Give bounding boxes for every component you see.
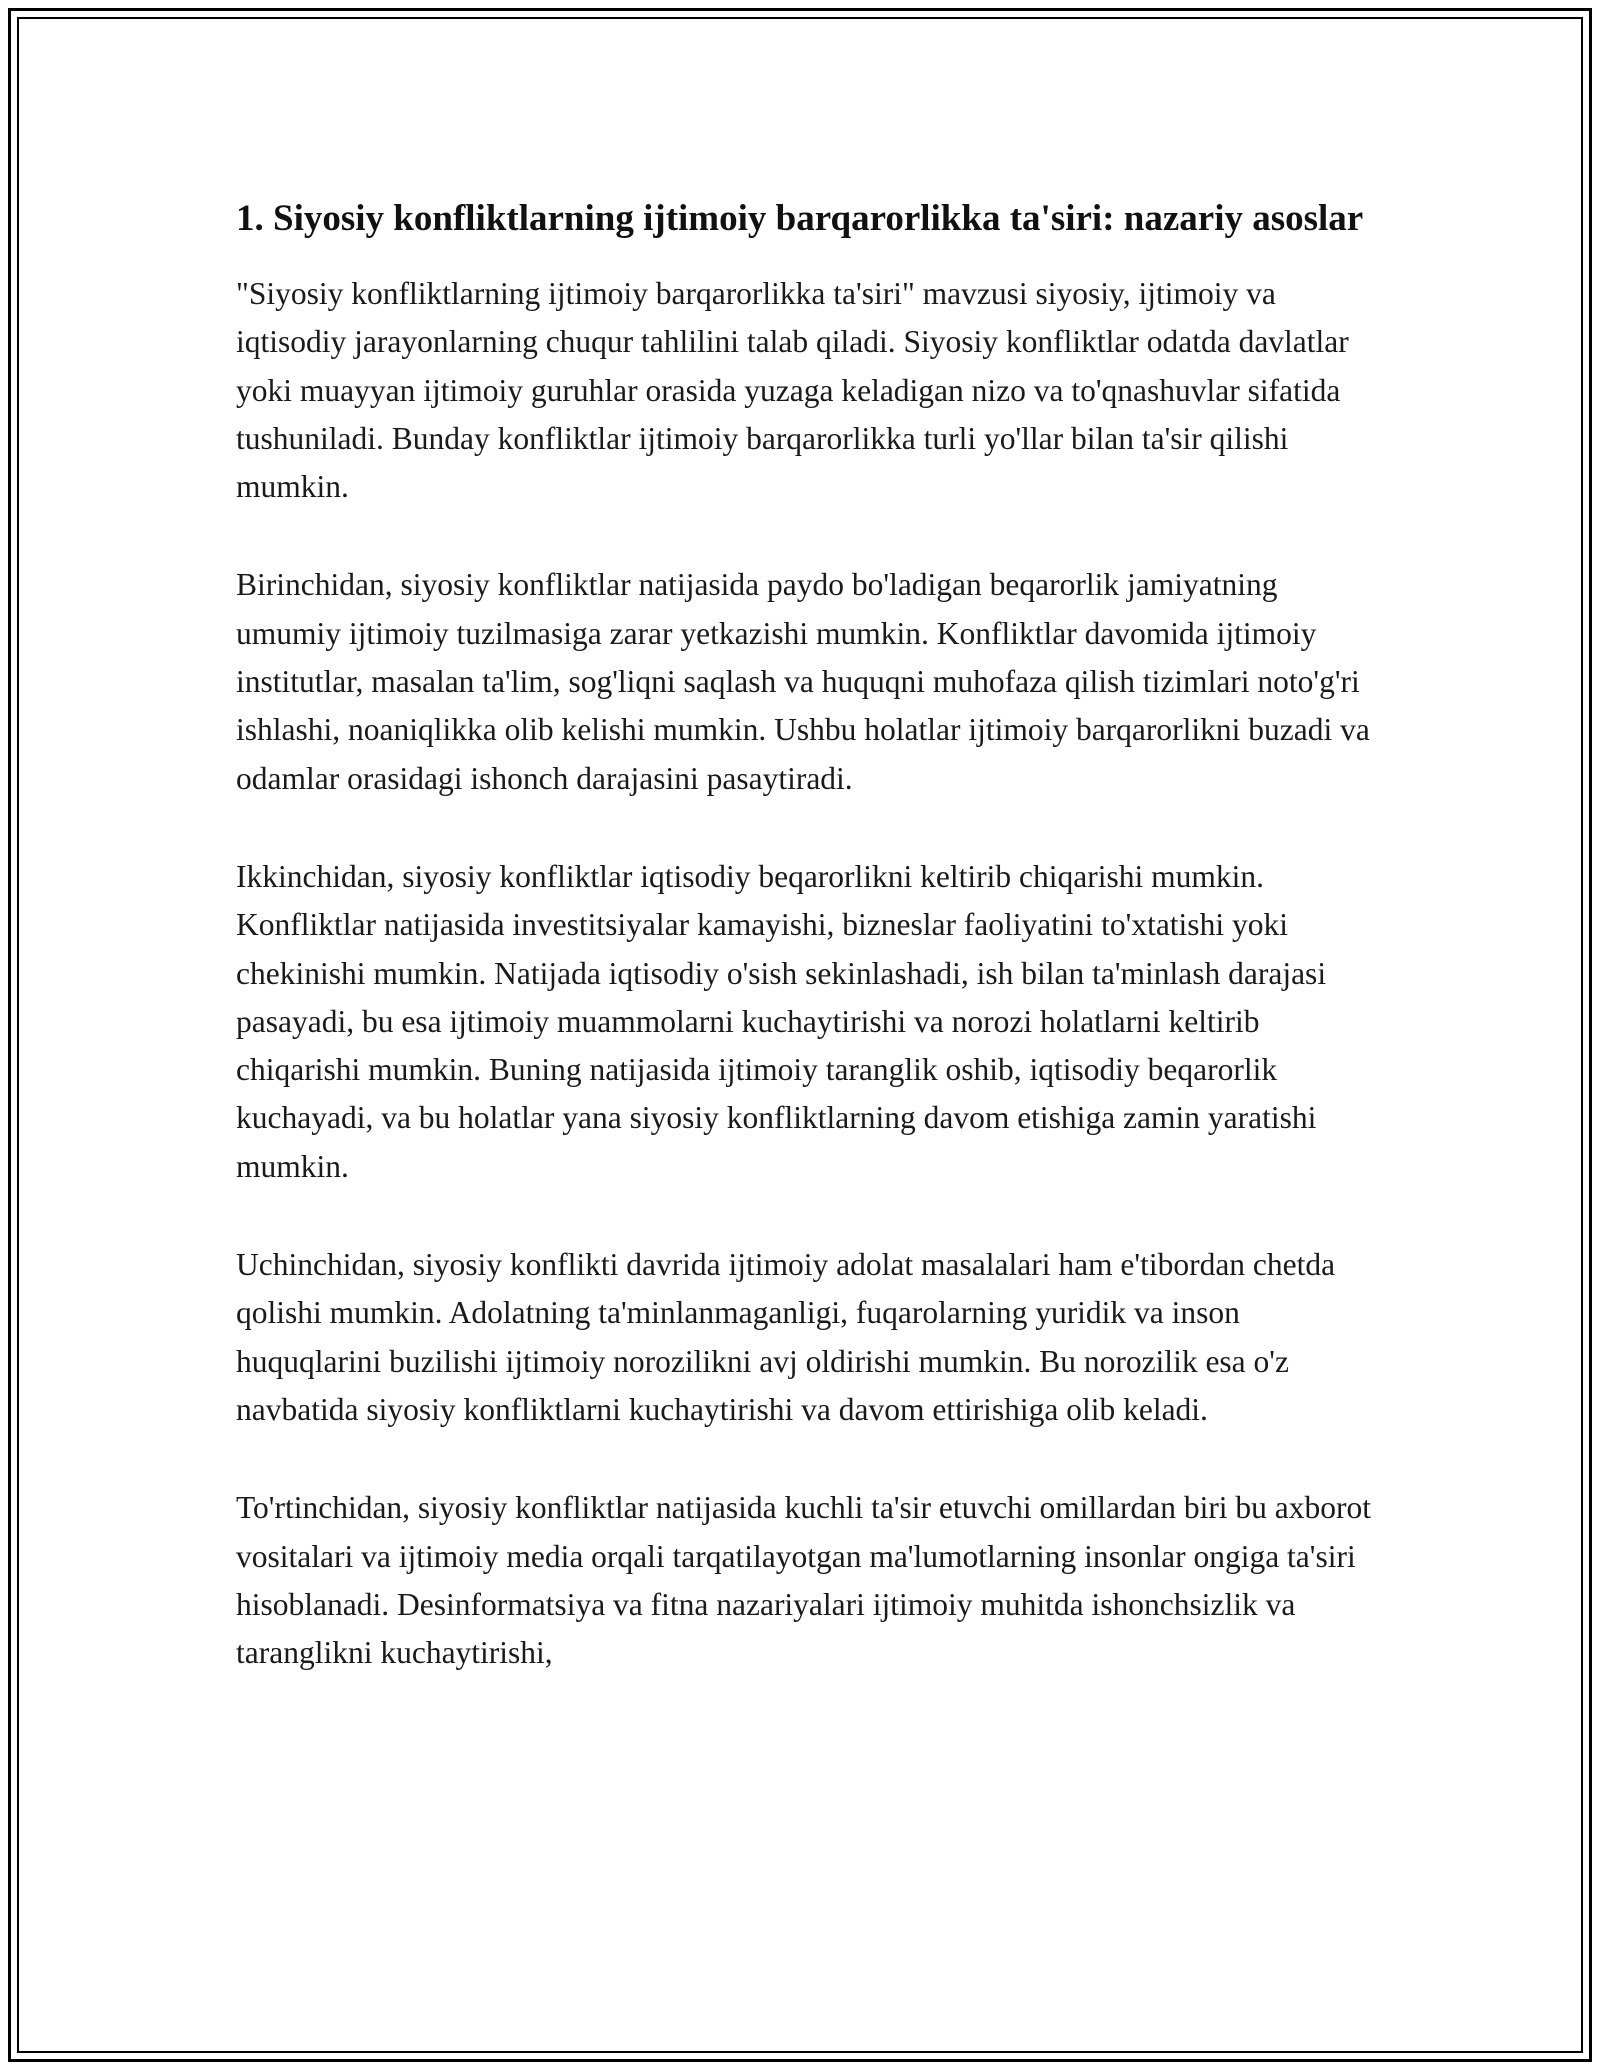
- paragraph-second-point: Ikkinchidan, siyosiy konfliktlar iqtisodiy beqarorlikni keltirib chiqarishi mumkin. Konfliktlar natijasida investitsiyalar kamayishi, bizneslar faoliyatini to'xtatishi yoki chekinishi mumkin. Natijada iqtisodiy o'sish sekinlashadi, ish bilan ta'minlash darajasi pasayadi, bu esa ijtimoiy muammolarni kuchaytirishi va norozi holatlarni keltirib chiqarishi mumkin. Buning natijasida ijtimoiy taranglik oshib, iqtisodiy beqarorlik kuchayadi, va bu holatlar yana siyosiy konfliktlarning davom etishiga zamin yaratishi mumkin.: [236, 858, 1327, 1184]
- paragraph-third-point: Uchinchidan, siyosiy konflikti davrida ijtimoiy adolat masalalari ham e'tibordan chetda qolishi mumkin. Adolatning ta'minlanmaganligi, fuqarolarning yuridik va inson huquqlarini buzilishi ijtimoiy norozilikni avj oldirishi mumkin. Bu norozilik esa o'z navbatida siyosiy konfliktlarni kuchaytirishi va davom ettirishiga olib keladi.: [236, 1247, 1336, 1427]
- paragraph-intro: "Siyosiy konfliktlarning ijtimoiy barqarorlikka ta'siri" mavzusi siyosiy, ijtimoiy va iqtisodiy jarayonlarning chuqur tahlilini talab qiladi. Siyosiy konfliktlar odatda davlatlar yoki muayyan ijtimoiy guruhlar orasida yuzaga keladigan nizo va to'qnashuvlar sifatida tushuniladi. Bunday konfliktlar ijtimoiy barqarorlikka turli yo'llar bilan ta'sir qilishi mumkin.: [236, 276, 1349, 505]
- section-heading: 1. Siyosiy konfliktlarning ijtimoiy barqarorlikka ta'siri: nazariy asoslar: [236, 198, 1364, 239]
- document-body: [236, 192, 1376, 1677]
- paragraph-fourth-point: To'rtinchidan, siyosiy konfliktlar natijasida kuchli ta'sir etuvchi omillardan biri bu axborot vositalari va ijtimoiy media orqali tarqatilayotgan ma'lumotlarning insonlar ongiga ta'siri hisoblanadi. Desinformatsiya va fitna nazariyalari ijtimoiy muhitda ishonchsizlik va taranglikni kuchaytirishi,: [236, 1490, 1372, 1671]
- paragraph-first-point: Birinchidan, siyosiy konfliktlar natijasida paydo bo'ladigan beqarorlik jamiyatning umumiy ijtimoiy tuzilmasiga zarar yetkazishi mumkin. Konfliktlar davomida ijtimoiy institutlar, masalan ta'lim, sog'liqni saqlash va huquqni muhofaza qilish tizimlari noto'g'ri ishlashi, noaniqlikka olib kelishi mumkin. Ushbu holatlar ijtimoiy barqarorlikni buzadi va odamlar orasidagi ishonch darajasini pasaytiradi.: [236, 567, 1370, 796]
